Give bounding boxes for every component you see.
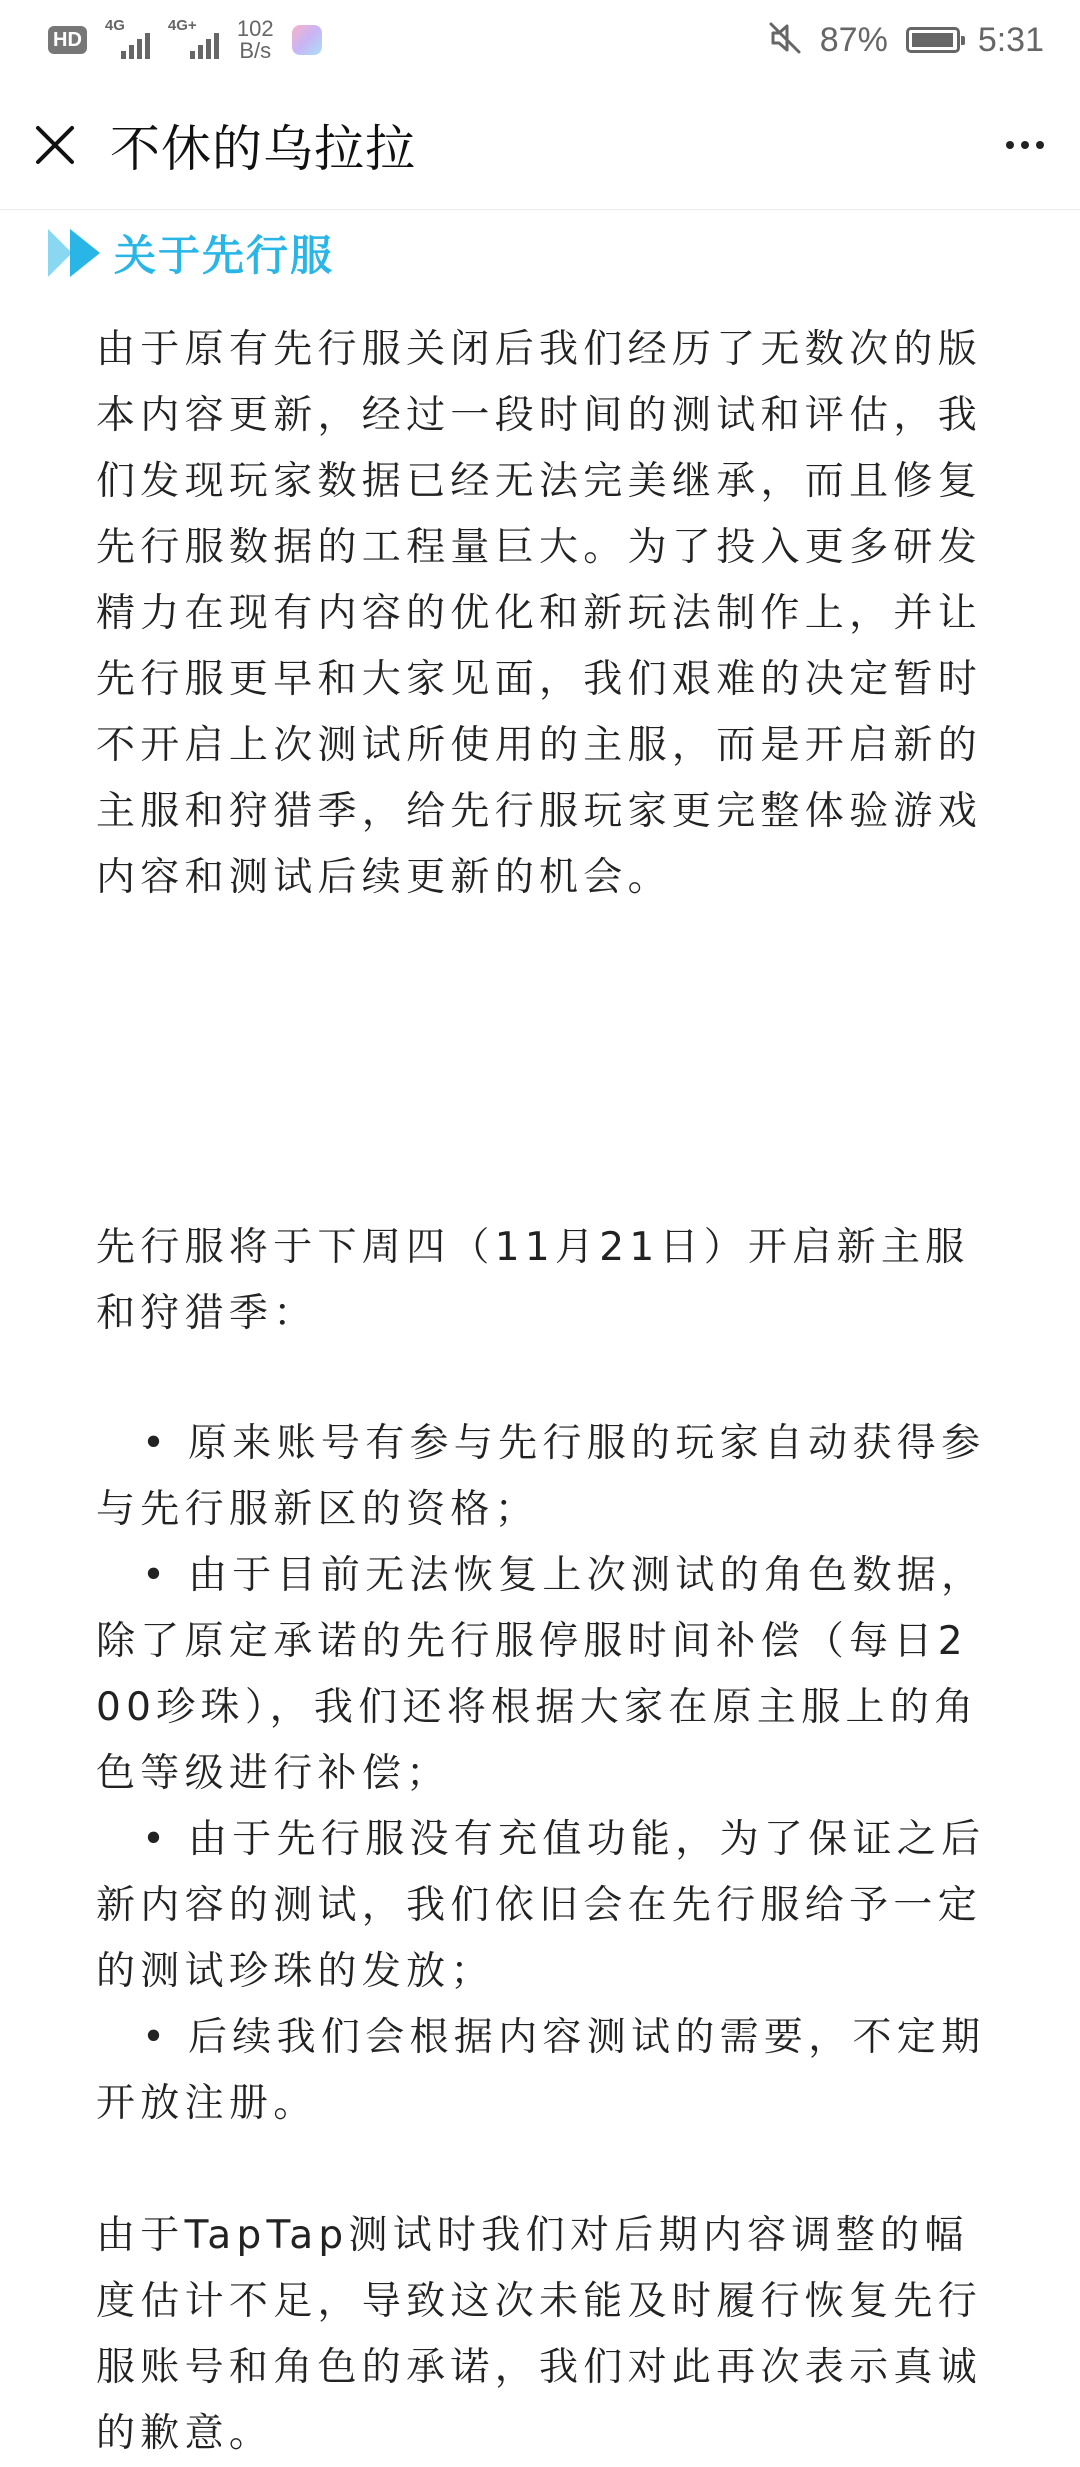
sim1-network-label: 4G	[104, 17, 125, 34]
network-speed-value: 102	[236, 16, 274, 41]
signal-bar	[121, 51, 126, 59]
signal-bar	[206, 39, 211, 59]
status-right	[768, 21, 1044, 60]
section-heading-text: 关于先行服	[114, 231, 335, 280]
list-item: • 后续我们会根据内容测试的需要，不定期开放注册。	[96, 2015, 986, 2126]
signal-bar	[198, 45, 203, 59]
article-paragraph: 由于TapTap测试时我们对后期内容调整的幅度估计不足，导致这次未能及时履行恢复先行服账号和角色的承诺，我们对此再次表示真诚的歉意。	[96, 2213, 983, 2456]
network-speed-unit: B/s	[239, 38, 272, 63]
sim2-signal-icon	[167, 17, 219, 59]
sim2-network-label: 4G+	[167, 17, 197, 34]
more-icon-dot	[1021, 141, 1029, 149]
page-title: 不休的乌拉拉	[110, 119, 416, 178]
close-button[interactable]	[0, 80, 110, 210]
app-notification-icon	[292, 25, 322, 55]
article-paragraph: 由于原有先行服关闭后我们经历了无数次的版本内容更新，经过一段时间的测试和评估，我们发现玩家数据已经无法完美继承，而且修复先行服数据的工程量巨大。为了投入更多研发精力在现有内容的优化和新玩法制作上，并让先行服更早和大家见面，我们艰难的决定暂时不开启上次测试所使用的主服，而是开启新的主服和狩猎季，给先行服玩家更完整体验游戏内容和测试后续更新的机会。	[96, 327, 983, 900]
close-icon	[34, 124, 76, 166]
signal-bar	[145, 33, 150, 59]
sim1-signal-icon	[104, 17, 150, 59]
list-item: • 由于先行服没有充值功能，为了保证之后新内容的测试，我们依旧会在先行服给予一定的测试珍珠的发放；	[96, 1817, 986, 1994]
article-content[interactable]	[0, 211, 1080, 2456]
list-item: • 原来账号有参与先行服的玩家自动获得参与先行服新区的资格；	[96, 1421, 986, 1532]
list-item: • 由于目前无法恢复上次测试的角色数据，除了原定承诺的先行服停服时间补偿（每日200珍珠），我们还将根据大家在原主服上的角色等级进行补偿；	[96, 1553, 986, 1796]
clock: 5:31	[977, 20, 1044, 59]
hd-badge: HD	[48, 26, 87, 54]
title-bar	[0, 80, 1080, 210]
more-icon-dot	[1036, 141, 1044, 149]
signal-bar	[214, 33, 219, 59]
battery-percent: 87%	[819, 20, 888, 59]
article-paragraph: 先行服将于下周四（11月21日）开启新主服和狩猎季：	[96, 1225, 970, 1336]
more-icon	[1006, 141, 1014, 149]
double-arrow-icon	[48, 227, 104, 279]
status-left	[48, 18, 322, 62]
network-speed	[237, 18, 274, 62]
status-bar	[0, 0, 1080, 80]
signal-bar	[129, 45, 134, 59]
signal-bar	[137, 39, 142, 59]
battery-fill	[912, 33, 953, 47]
mute-icon	[768, 21, 802, 60]
battery-icon	[906, 27, 960, 53]
section-heading	[48, 223, 334, 283]
signal-bar	[190, 51, 195, 59]
more-button[interactable]	[970, 80, 1080, 210]
